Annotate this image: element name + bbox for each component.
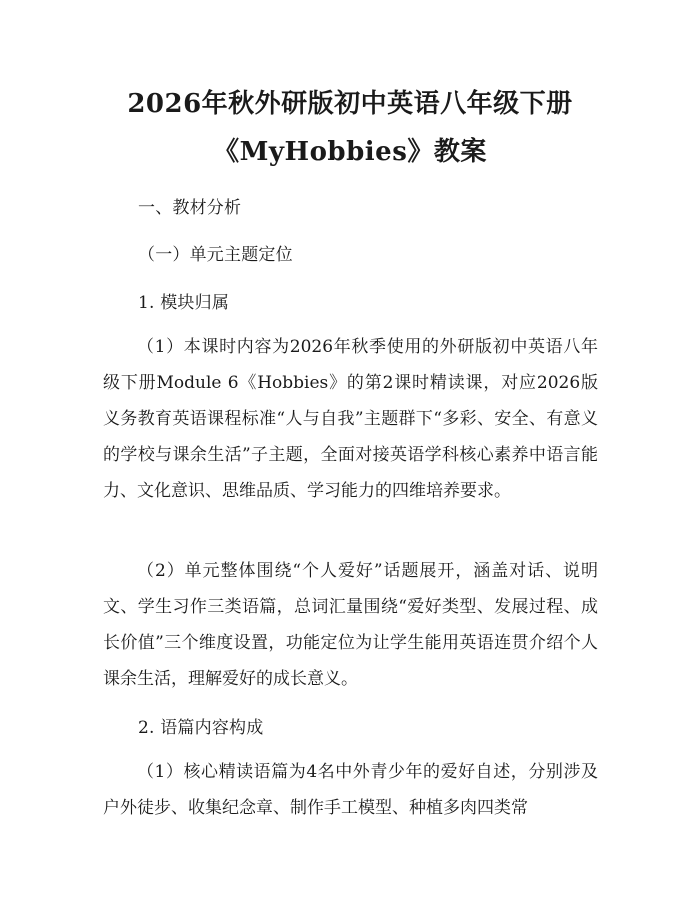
- section-heading-textbook-analysis: 一、教材分析: [138, 198, 242, 218]
- paragraph-module-affiliation-2: （2）单元整体围绕“个人爱好”话题展开，涵盖对话、说明文、学生习作三类语篇，总词汇量围绕“爱好类型、发展过程、成长价值”三个维度设置，功能定位为让学生能用英语连贯介绍个人课余生活，理解爱好的成长意义。: [103, 561, 598, 689]
- item-heading-text-composition: 2. 语篇内容构成: [138, 718, 264, 738]
- item-heading-module-affiliation: 1. 模块归属: [138, 293, 230, 313]
- document-title-line-1: 2026年秋外研版初中英语八年级下册: [127, 89, 573, 119]
- subsection-heading-unit-theme: （一）单元主题定位: [138, 245, 293, 265]
- paragraph-module-affiliation-1: （1）本课时内容为2026年秋季使用的外研版初中英语八年级下册Module 6《Hobbies》的第2课时精读课，对应2026版义务教育英语课程标准“人与自我”主题群下“多彩、安全、有意义的学校与课余生活”子主题，全面对接英语学科核心素养中语言能力、文化意识、思维品质、学习能力的四维培养要求。: [103, 337, 598, 501]
- paragraph-text-composition-1: （1）核心精读语篇为4名中外青少年的爱好自述，分别涉及户外徒步、收集纪念章、制作手工模型、种植多肉四类常: [103, 762, 598, 818]
- document-title-line-2: 《MyHobbies》教案: [213, 137, 487, 167]
